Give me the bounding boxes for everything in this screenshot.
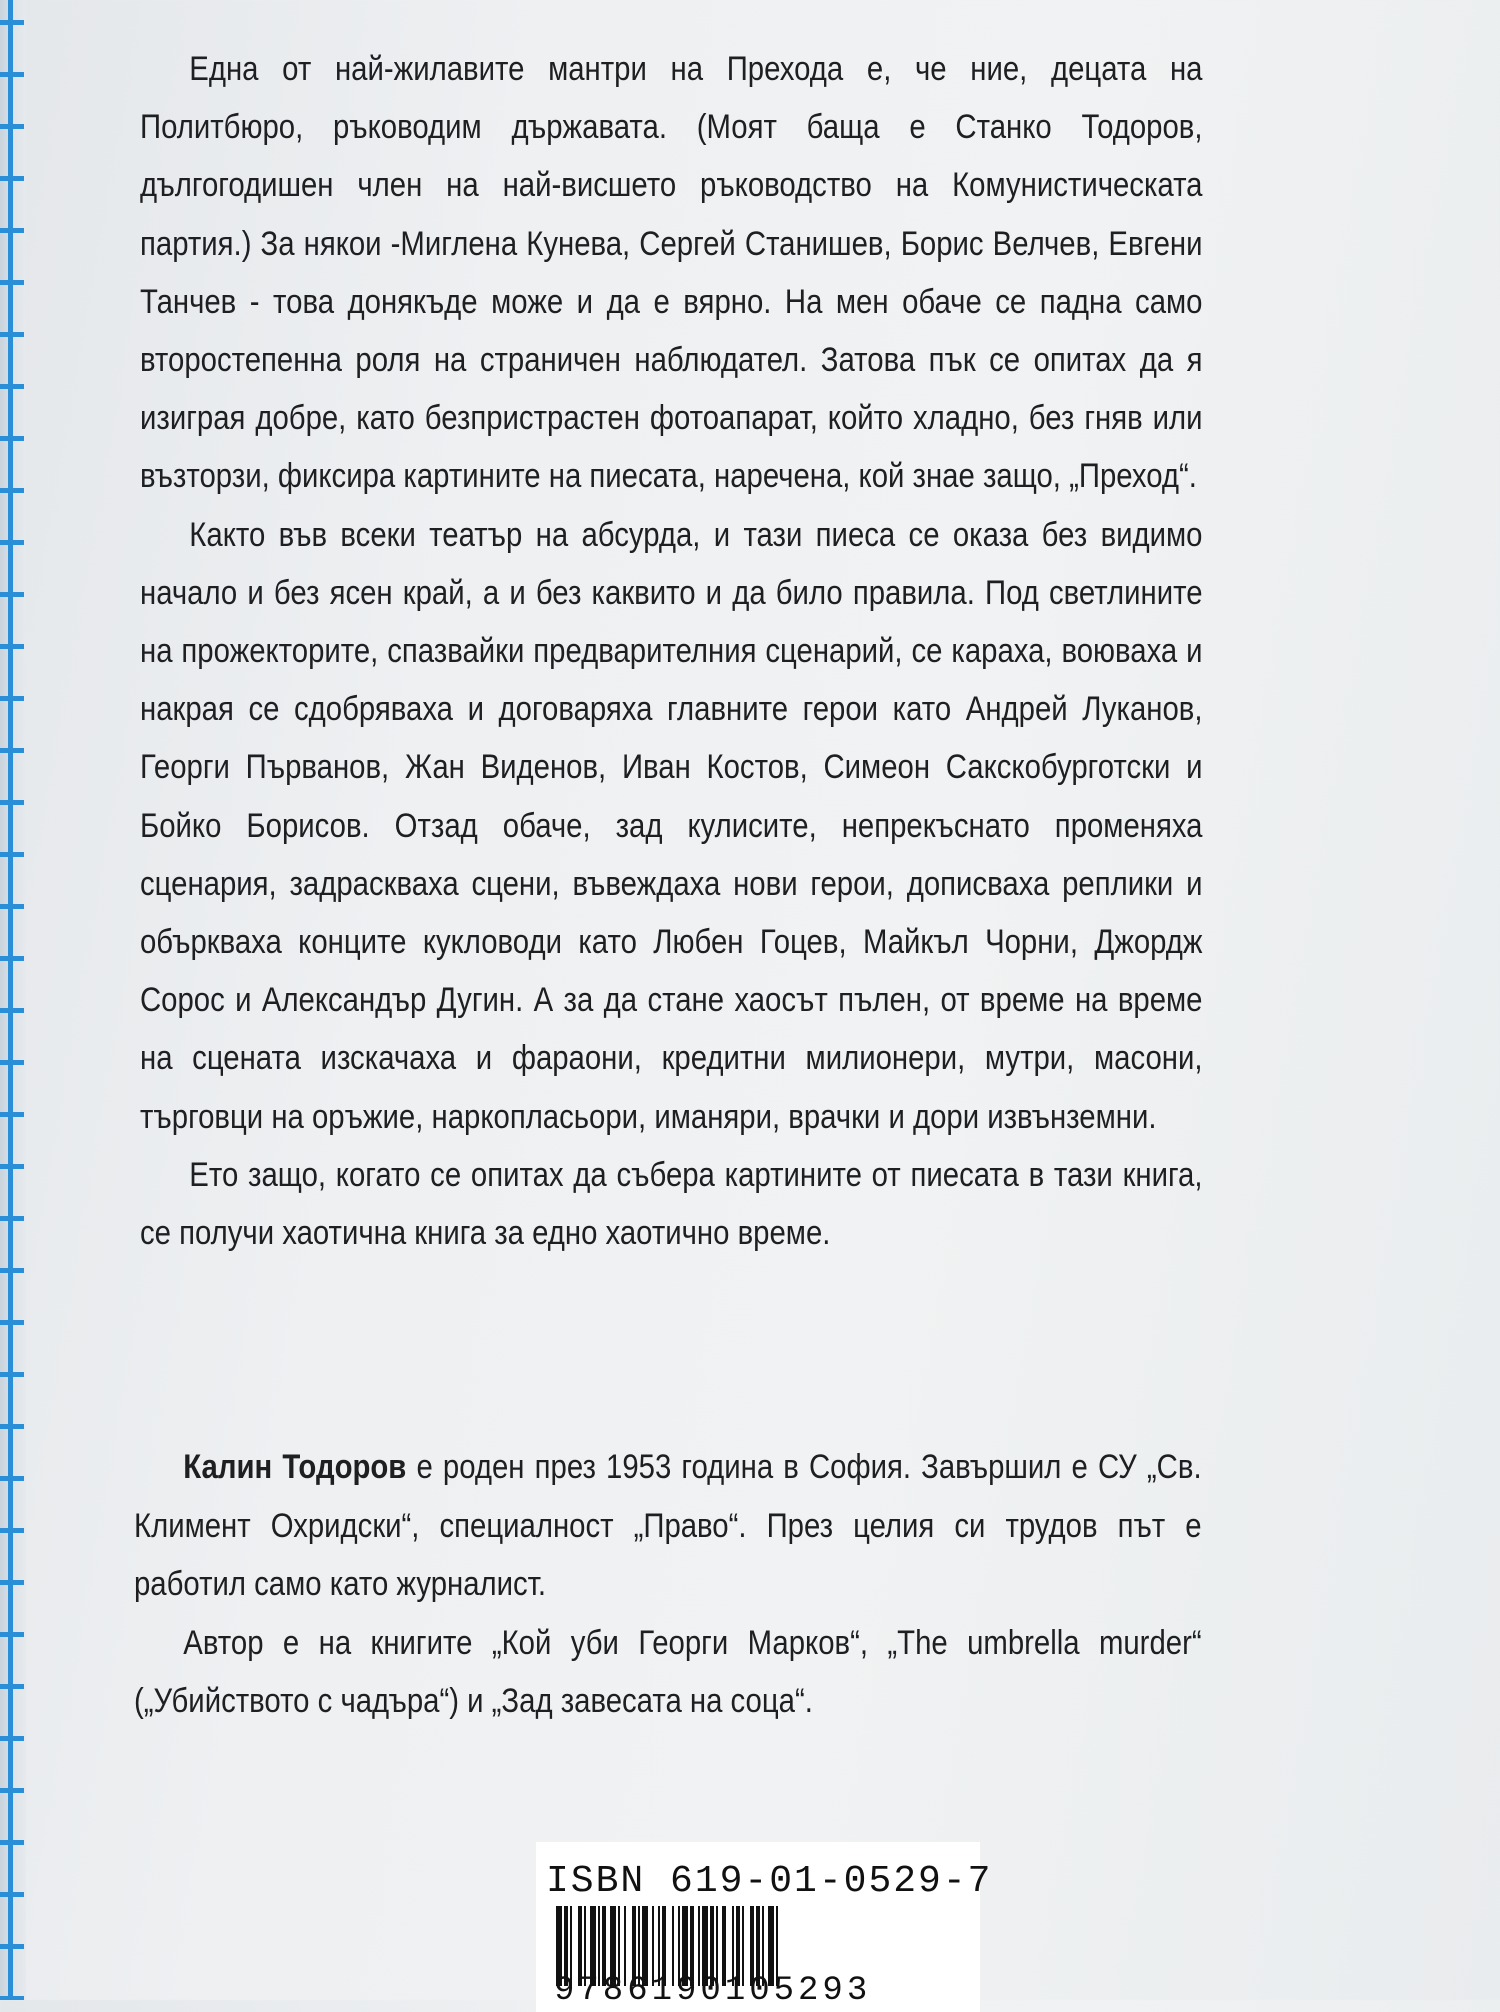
edge-tick (0, 1424, 24, 1429)
edge-tick (0, 1632, 24, 1637)
isbn-label: ISBN 619-01-0529-7 (546, 1860, 993, 1903)
isbn-barcode-box (536, 1842, 993, 2012)
edge-tick (0, 20, 24, 25)
edge-tick (0, 228, 24, 233)
edge-tick (0, 1892, 24, 1897)
bio-paragraph-1-text: е роден през 1953 година в София. Завършил е СУ „Св. Климент Охридски“, специалност „Право“. През целия си трудов път е работил само като журналист. (134, 1448, 1202, 1603)
edge-tick (0, 280, 24, 285)
edge-tick (0, 1008, 24, 1013)
edge-tick (0, 1112, 24, 1117)
edge-tick (0, 176, 24, 181)
edge-tick (0, 1372, 24, 1377)
author-bio (134, 1438, 1202, 1731)
edge-tick (0, 1216, 24, 1221)
edge-tick (0, 1944, 24, 1949)
barcode-digits: 9786190105293 (554, 1972, 872, 2010)
edge-tick (0, 540, 24, 545)
edge-tick (0, 1268, 24, 1273)
edge-tick (0, 696, 24, 701)
edge-tick (0, 852, 24, 857)
edge-tick (0, 1684, 24, 1689)
edge-tick (0, 1840, 24, 1845)
edge-tick (0, 1736, 24, 1741)
edge-tick (0, 1060, 24, 1065)
author-name: Калин Тодоров (183, 1448, 407, 1486)
edge-tick (0, 904, 24, 909)
edge-tick (0, 1528, 24, 1533)
edge-tick (0, 488, 24, 493)
edge-tick (0, 72, 24, 77)
edge-tick (0, 124, 24, 129)
edge-tick (0, 436, 24, 441)
edge-tick (0, 1320, 24, 1325)
bio-paragraph-1 (134, 1438, 1202, 1614)
edge-tick (0, 332, 24, 337)
edge-tick (0, 1580, 24, 1585)
edge-tick (0, 800, 24, 805)
blurb-text (140, 40, 1203, 1262)
blurb-paragraph-3: Ето защо, когато се опитах да събера картините от пиесата в тази книга, се получи хаотична книга за едно хаотично време. (140, 1155, 1203, 1253)
blurb-paragraph-1: Една от най-жилавите мантри на Прехода е, че ние, децата на Политбюро, ръководим държавата. (Моят баща е Станко Тодоров, дългогодишен член на най-висшето ръководство на Комунистическата партия.) За някои -Миглена Кунева, Сергей Станишев, Борис Велчев, Евгени Танчев - това донякъде може и да е вярно. На мен обаче се падна само второстепенна роля на страничен наблюдател. Затова пък се опитах да я изиграя добре, като безпристрастен фотоапарат, който хладно, без гняв или възторзи, фиксира картините на пиесата, наречена, кой знае защо, „Преход“. (140, 50, 1203, 496)
page-edge-strip (0, 0, 26, 2000)
edge-tick (0, 592, 24, 597)
blurb-paragraph-2: Както във всеки театър на абсурда, и тази пиеса се оказа без видимо начало и без ясен край, а и без каквито и да било правила. Под светлините на прожекторите, спазвайки предварителния сценарий, се караха, воюваха и накрая се сдобряваха и договаряха главните герои като Андрей Луканов, Георги Първанов, Жан Виденов, Иван Костов, Симеон Сакскобурготски и Бойко Борисов. Отзад обаче, зад кулисите, непрекъснато променяха сценария, задраскваха сцени, въвеждаха нови герои, дописваха реплики и объркваха конците кукловоди като Любен Гоцев, Майкъл Чорни, Джордж Сорос и Александър Дугин. А за да стане хаосът пълен, от време на време на сцената изскачаха и фараони, кредитни милионери, мутри, масони, търговци на оръжие, наркопласьори, иманяри, врачки и дори извънземни. (140, 515, 1203, 1136)
edge-blue-line (8, 0, 13, 2000)
bio-paragraph-2: Автор е на книгите „Кой уби Георги Марков“, „The umbrella murder“ („Убийството с чадъра“) и „Зад завесата на соца“. (134, 1623, 1202, 1720)
edge-tick (0, 1164, 24, 1169)
edge-tick (0, 644, 24, 649)
edge-tick (0, 1996, 24, 2000)
edge-tick (0, 384, 24, 389)
edge-tick (0, 1788, 24, 1793)
edge-tick (0, 1476, 24, 1481)
edge-tick (0, 956, 24, 961)
edge-tick (0, 748, 24, 753)
